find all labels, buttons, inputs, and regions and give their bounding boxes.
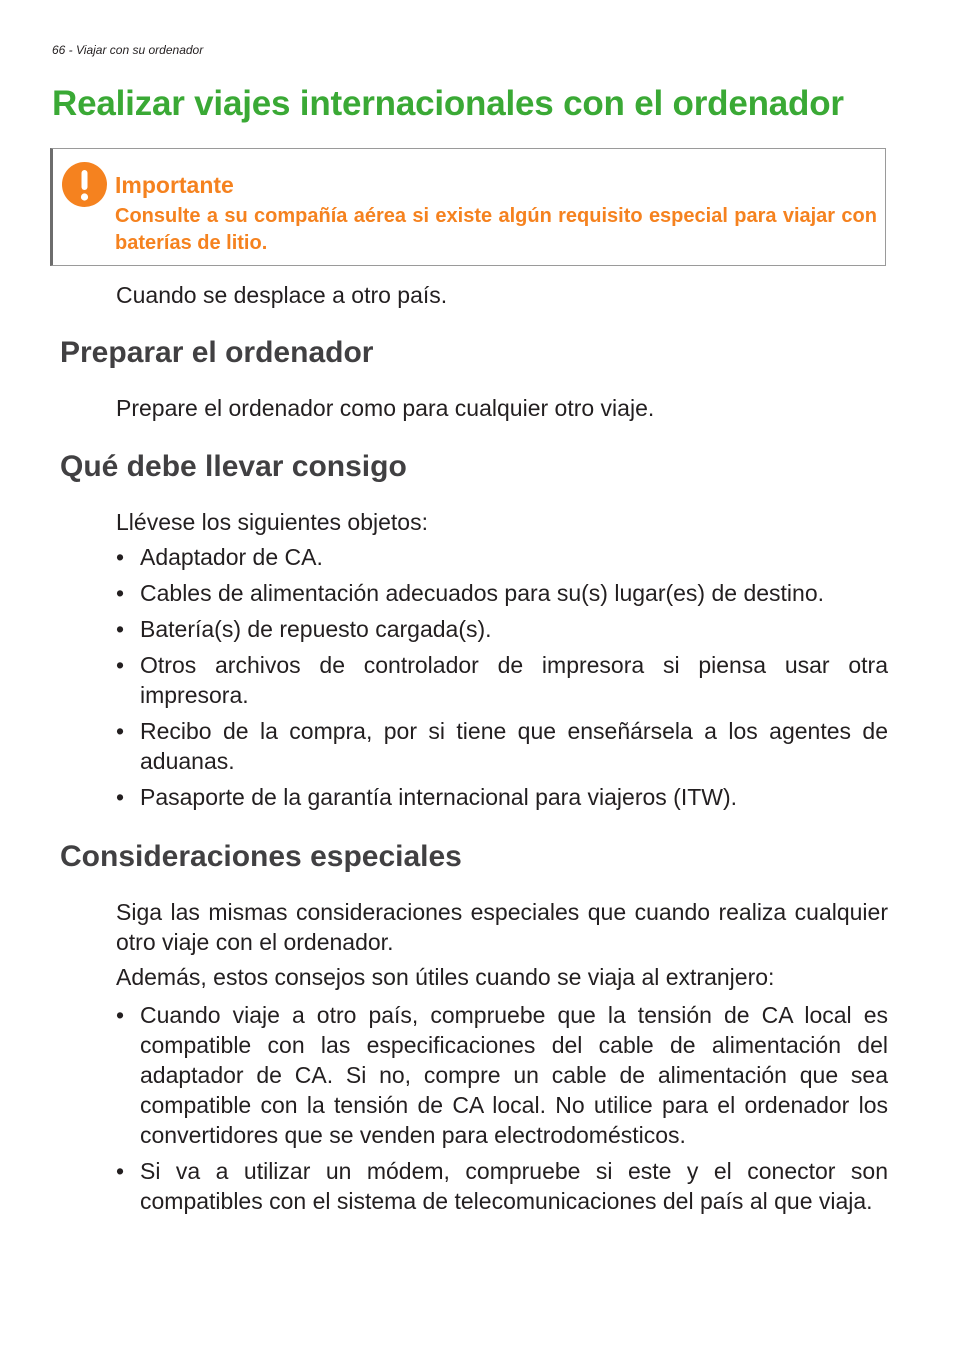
list-item-text: Adaptador de CA. [140,544,323,570]
bullet-icon: • [116,784,125,810]
list-item-text: Cuando viaje a otro país, compruebe que la tensión de CA local es compatible con las especificaciones del cable de alimentación del adaptador de CA. Si no, compre un cable de alimentación que sea compatible con la tensión de CA local. No utilice para el ordenador los convertidores que se venden para electrodomésticos. [140,1002,888,1148]
important-notice [50,148,886,266]
section-heading-preparar: Preparar el ordenador [60,336,374,369]
list-item-text: Si va a utilizar un módem, compruebe si este y el conector son compatibles con el sistema de telecomunicaciones del país al que viaja. [140,1158,888,1214]
exclamation-icon [62,162,107,207]
list-item [116,614,888,644]
list-item-text: Otros archivos de controlador de impresora si piensa usar otra impresora. [140,652,888,708]
list-item-text: Pasaporte de la garantía internacional para viajeros (ITW). [140,784,738,810]
special-paragraph-1: Siga las mismas consideraciones especiales que cuando realiza cualquier otro viaje con el ordenador. [116,899,888,955]
list-item [116,1156,888,1216]
list-item-text: Batería(s) de repuesto cargada(s). [140,616,492,642]
bullet-icon: • [116,544,125,570]
bullet-icon: • [116,1158,125,1184]
list-item [116,716,888,776]
bullet-icon: • [116,718,125,744]
list-item [116,578,888,608]
bullet-icon: • [116,580,125,606]
list-item [116,782,888,812]
list-item [116,1000,888,1150]
bullet-icon: • [116,616,125,642]
notice-body: Consulte a su compañía aérea si existe algún requisito especial para viajar con baterías de litio. [115,205,877,254]
special-tips-list [116,1000,888,1222]
page-title: Realizar viajes internacionales con el ordenador [52,84,844,123]
bring-items-list [116,542,888,818]
list-item [116,650,888,710]
list-item-text: Recibo de la compra, por si tiene que enseñársela a los agentes de aduanas. [140,718,888,774]
special-paragraph-2: Además, estos consejos son útiles cuando se viaja al extranjero: [116,964,775,990]
running-header: 66 - Viajar con su ordenador [52,43,204,57]
bullet-icon: • [116,1002,125,1028]
bullet-icon: • [116,652,125,678]
section-heading-llevar: Qué debe llevar consigo [60,450,407,483]
list-item-text: Cables de alimentación adecuados para su(s) lugar(es) de destino. [140,580,825,606]
notice-title: Importante [115,172,234,198]
section-heading-consideraciones: Consideraciones especiales [60,840,462,873]
bring-lead-text: Llévese los siguientes objetos: [116,509,428,535]
intro-text: Cuando se desplace a otro país. [116,282,448,308]
prepare-text: Prepare el ordenador como para cualquier otro viaje. [116,395,655,421]
list-item [116,542,888,572]
